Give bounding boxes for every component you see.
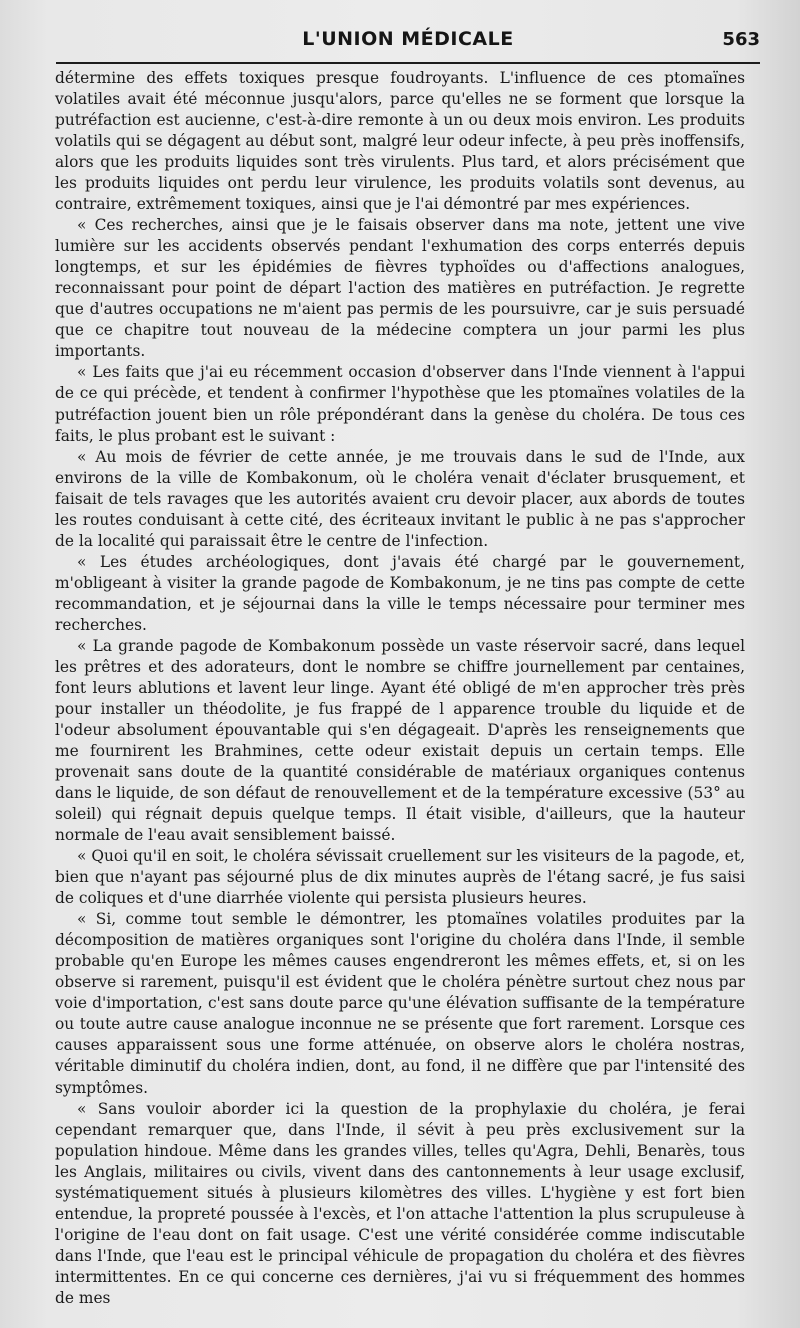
paragraph: « Si, comme tout semble le démontrer, les ptomaïnes volatiles produites par la décomposition de matières organiques sont l'origine du choléra dans l'Inde, il semble probable qu'en Europe les mêmes causes engendreront les mêmes effets, et, si on les observe si rarement, puisqu'il est évident que le choléra pénètre surtout chez nous par voie d'importation, c'est sans doute parce qu'une élévation suffisante de la température ou toute autre cause analogue inconnue ne se présente que fort rarement. Lorsque ces causes apparaissent sous une forme atténuée, on observe alors le choléra nostras, véritable diminutif du choléra indien, dont, au fond, il ne diffère que par l'intensité des symptômes. bbox=[55, 910, 745, 1097]
page-number: 563 bbox=[722, 29, 760, 50]
running-title: L'UNION MÉDICALE bbox=[302, 28, 514, 50]
paragraph: « Les études archéologiques, dont j'avais été chargé par le gouvernement, m'obligeant à visiter la grande pagode de Kombakonum, je ne tins pas compte de cette recommandation, et je séjournai dans la ville le temps nécessaire pour terminer mes recherches. bbox=[55, 552, 745, 634]
paragraph: « Au mois de février de cette année, je me trouvais dans le sud de l'Inde, aux environs de la ville de Kombakonum, où le choléra venait d'éclater brusquement, et faisait de tels ravages que les autorités avaient cru devoir placer, aux abords de toutes les routes conduisant à cette cité, des écriteaux invitant le public à ne pas s'approcher de la localité qui paraissait être le centre de l'infection. bbox=[55, 447, 745, 550]
paragraph: « Sans vouloir aborder ici la question de la prophylaxie du choléra, je ferai cependant remarquer que, dans l'Inde, il sévit à peu près exclusivement sur la population hindoue. Même dans les grandes villes, telles qu'Agra, Dehli, Benarès, tous les Anglais, militaires ou civils, vivent dans des cantonnements à leur usage exclusif, systématiquement situés à plusieurs kilomètres des villes. L'hygiène y est fort bien entendue, la propreté poussée à l'excès, et l'on attache l'attention la plus scrupuleuse à l'origine de l'eau dont on fait usage. C'est une vérité considérée comme indiscutable dans l'Inde, que l'eau est le principal véhicule de propagation du choléra et des fièvres intermittentes. En ce qui concerne ces dernières, j'ai vu si fréquemment des hommes de mes bbox=[55, 1099, 745, 1307]
header-rule bbox=[56, 62, 760, 64]
paragraph: « Quoi qu'il en soit, le choléra sévissait cruellement sur les visiteurs de la pagode, et, bien que n'ayant pas séjourné plus de dix minutes auprès de l'étang sacré, je fus saisi de coliques et d'une diarrhée violente qui persista plusieurs heures. bbox=[55, 847, 745, 908]
paragraph: « Les faits que j'ai eu récemment occasion d'observer dans l'Inde viennent à l'appui de ce qui précède, et tendent à confirmer l'hypothèse que les ptomaïnes volatiles de la putréfaction jouent bien un rôle prépondérant dans la genèse du choléra. De tous ces faits, le plus probant est le suivant : bbox=[55, 363, 745, 445]
paragraph: « La grande pagode de Kombakonum possède un vaste réservoir sacré, dans lequel les prêtres et des adorateurs, dont le nombre se chiffre journellement par centaines, font leurs ablutions et lavent leur linge. Ayant été obligé de m'en approcher très près pour installer un théodolite, je fus frappé de l apparence trouble du liquide et de l'odeur absolument épouvantable qui s'en dégageait. D'après les renseignements que me fournirent les Brahmines, cette odeur existait depuis un certain temps. Elle provenait sans doute de la quantité considérable de matériaux organiques contenus dans le liquide, de son défaut de renouvellement et de la température excessive (53° au soleil) qui régnait depuis quelque temps. Il était visible, d'ailleurs, que la hauteur normale de l'eau avait sensiblement baissé. bbox=[55, 636, 745, 845]
article-body bbox=[55, 68, 745, 1309]
page-header bbox=[56, 28, 760, 62]
paragraph: « Ces recherches, ainsi que je le faisais observer dans ma note, jettent une vive lumière sur les accidents observés pendant l'exhumation des corps enterrés depuis longtemps, et sur les épidémies de fièvres typhoïdes ou d'affections analogues, reconnaissant pour point de départ l'action des matières en putréfaction. Je regrette que d'autres occupations ne m'aient pas permis de les poursuivre, car je suis persuadé que ce chapitre tout nouveau de la médecine comptera un jour parmi les plus importants. bbox=[55, 216, 745, 361]
paragraph-continued: détermine des effets toxiques presque foudroyants. L'influence de ces ptomaïnes volatiles avait été méconnue jusqu'alors, parce qu'elles ne se forment que lorsque la putréfaction est aucienne, c'est-à-dire remonte à un ou deux mois environ. Les produits volatils qui se dégagent au début sont, malgré leur odeur infecte, à peu près inoffensifs, alors que les produits liquides sont très virulents. Plus tard, et alors précisément que les produits liquides ont perdu leur virulence, les produits volatils sont devenus, au contraire, extrêmement toxiques, ainsi que je l'ai démontré par mes expériences. bbox=[55, 69, 745, 214]
